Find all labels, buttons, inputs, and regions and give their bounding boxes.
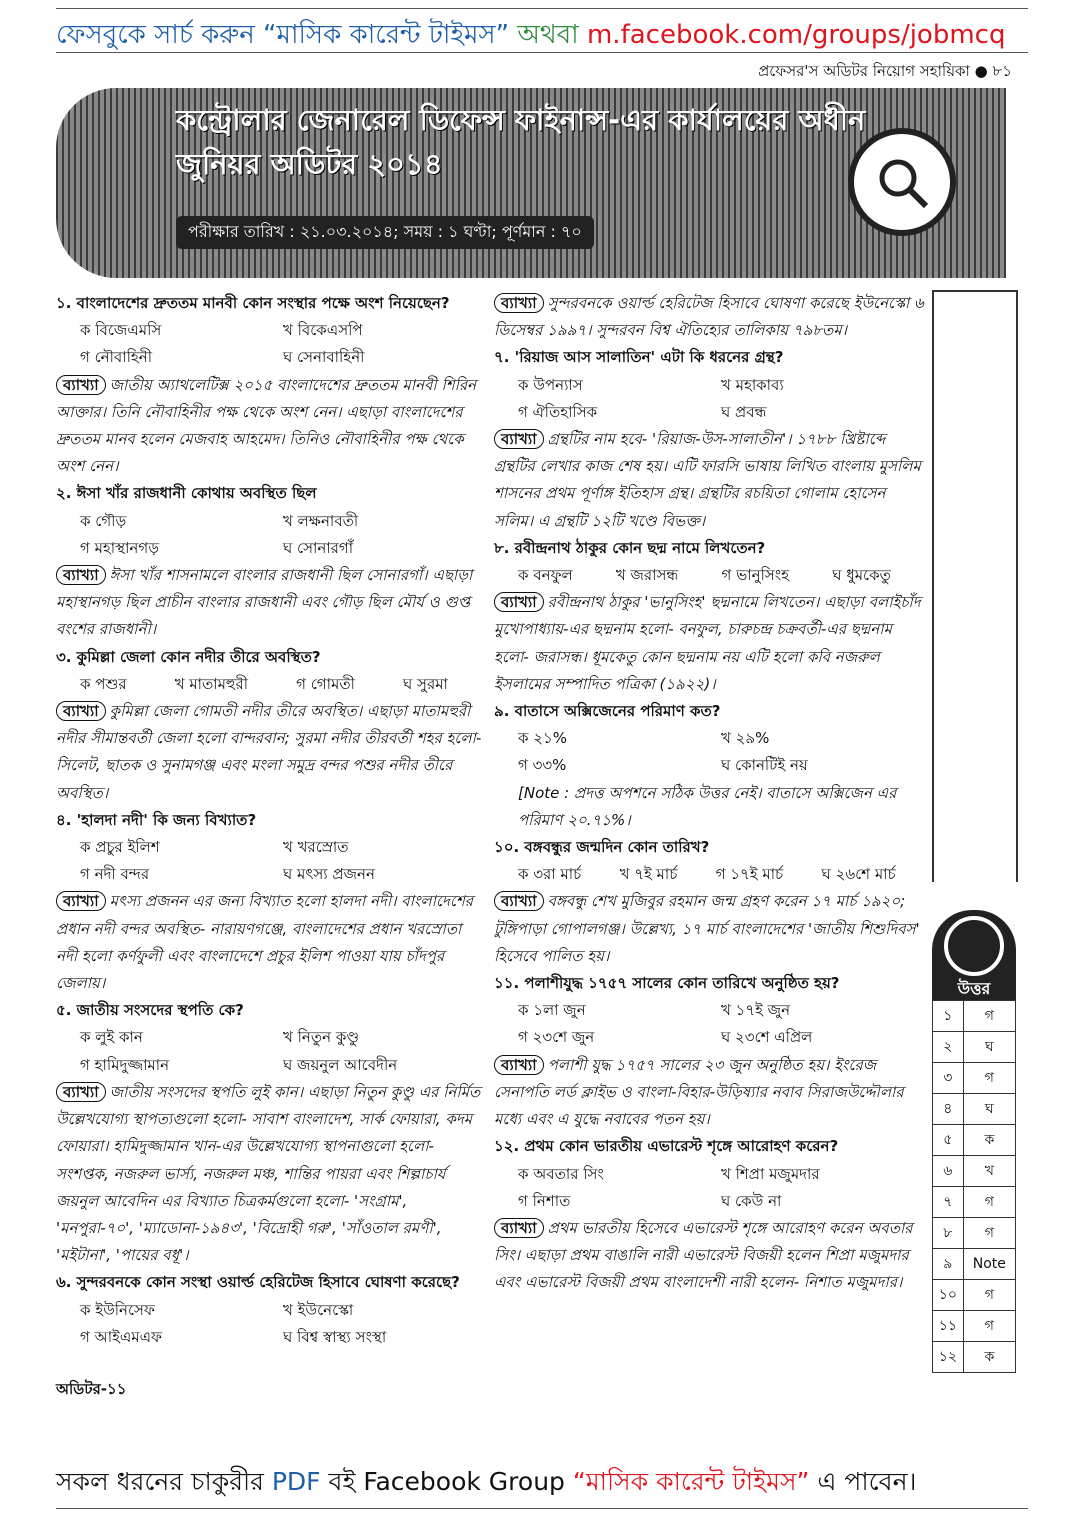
options-7 — [494, 372, 924, 426]
promo-footer — [56, 1462, 916, 1505]
question-10: ১০. বঙ্গবন্ধুর জন্মদিন কোন তারিখ? — [494, 838, 710, 857]
option: ঘ ধুমকেতু — [832, 566, 891, 585]
note-9: [Note : প্রদত্ত অপশনে সঠিক উত্তর নেই। বাতাসে অক্সিজেন এর পরিমাণ ২০.৭১%। — [518, 783, 897, 829]
option: গ ভানুসিংহ — [721, 566, 790, 585]
explanation-tag: ব্যাখ্যা — [494, 891, 544, 911]
option: গ নিশাত — [518, 1191, 571, 1210]
option: খ ১৭ই জুন — [721, 1001, 791, 1020]
explanation-tag: ব্যাখ্যা — [56, 701, 106, 721]
option: ঘ কোনটিই নয় — [721, 756, 808, 775]
question-12: ১২. প্রথম কোন ভারতীয় এভারেস্ট শৃঙ্গে আরোহণ করেন? — [494, 1137, 839, 1156]
promo-or-text: অথবা — [517, 20, 579, 50]
option: ক বনফুল — [518, 566, 573, 585]
running-head: প্রফেসর'স অডিটর নিয়োগ সহায়িকা ● ৮১ — [758, 62, 1012, 80]
explanation-4: ব্যাখ্যা মৎস্য প্রজনন এর জন্য বিখ্যাত হলো হালদা নদী। বাংলাদেশের প্রধান নদী বন্দর অবস্থিত- নারায়ণগঞ্জে, বাংলাদেশের প্রধান খরস্রোতা নদী হলো কর্ণফুলী এবং বাংলাদেশে প্রচুর ইলিশ পাওয়া যায় চাঁদপুর জেলায়। — [56, 892, 474, 993]
explanation-12: ব্যাখ্যা প্রথম ভারতীয় হিসেবে এভারেস্ট শৃঙ্গে আরোহণ করেন অবতার সিং। এছাড়া প্রথম বাঙালি নারী এভারেস্ট বিজয়ী হলেন শিপ্রা মজুমদার এবং এভারেস্ট বিজয়ী প্রথম বাংলাদেশী নারী হলেন- নিশাত মজুমদার। — [494, 1218, 913, 1292]
explanation-tag: ব্যাখ্যা — [56, 891, 106, 911]
options-8 — [494, 562, 924, 589]
option: গ ৩৩% — [518, 756, 567, 775]
answer-title: উত্তর — [957, 979, 991, 998]
option: খ খরস্রোত — [283, 838, 349, 857]
options-2 — [56, 508, 486, 562]
promo-search-text: ফেসবুকে সার্চ করুন — [56, 20, 255, 50]
option: খ মহাকাব্য — [721, 375, 784, 394]
explanation-tag: ব্যাখ্যা — [494, 293, 544, 313]
option: খ শিপ্রা মজুমদার — [721, 1164, 820, 1183]
options-6 — [56, 1297, 486, 1351]
footer-text-3: এ পাবেন। — [817, 1467, 917, 1496]
options-12 — [494, 1161, 924, 1215]
options-5 — [56, 1024, 486, 1078]
footer-group-name: “মাসিক কারেন্ট টাইমস” — [572, 1467, 810, 1496]
option: ক ৩রা মার্চ — [518, 865, 582, 884]
option: ক ২১% — [518, 729, 568, 748]
answer-table — [932, 1000, 1016, 1373]
explanation-7: ব্যাখ্যা গ্রন্থটির নাম হবে- 'রিয়াজ-উস-সালাতীন'। ১৭৮৮ খ্রিষ্টাব্দে গ্রন্থটির লেখার কাজ শেষ হয়। এটি ফারসি ভাষায় লিখিত বাংলায় মুসলিম শাসনের প্রথম পূর্ণাঙ্গ ইতিহাস গ্রন্থ। গ্রন্থটির রচয়িতা গোলাম হোসেন সলিম। এ গ্রন্থটি ১২টি খণ্ডে বিভক্ত। — [494, 430, 921, 530]
explanation-10: ব্যাখ্যা বঙ্গবন্ধু শেখ মুজিবুর রহমান জন্ম গ্রহণ করেন ১৭ মার্চ ১৯২০; টুঙ্গিপাড়া গোপালগঞ্জ। উল্লেখ্য, ১৭ মার্চ বাংলাদেশের 'জাতীয় শিশুদিবস' হিসেবে পালিত হয়। — [494, 892, 920, 965]
explanation-5: ব্যাখ্যা জাতীয় সংসদের স্থপতি লুই কান। এছাড়া নিতুন কুণ্ডু এর নির্মিত উল্লেখযোগ্য স্থাপত্যগুলো হলো- সাবাশ বাংলাদেশ, সার্ক ফোয়ারা, কদম ফোয়ারা। হামিদুজ্জামান খান-এর উল্লেখযোগ্য স্থাপনাগুলো হলো- সংশপ্তক, নজরুল ভার্স্য, নজরুল মঞ্চ, শান্তির পায়রা এবং শিল্পাচার্য জয়নুল আবেদিন এর বিখ্যাত চিত্রকর্মগুলো হলো- 'সংগ্রাম', 'মনপুরা-৭০', 'ম্যাডোনা-১৯৪৩', 'বিদ্রোহী গরু', 'সাঁওতাল রমণী', 'মইটানা', 'পায়ের বধূ'। — [56, 1082, 481, 1265]
option: খ বিকেএসপি — [283, 321, 363, 340]
table-row: ৮ গ — [933, 1218, 1016, 1249]
option: গ নদী বন্দর — [80, 865, 150, 884]
explanation-tag: ব্যাখ্যা — [56, 1082, 106, 1102]
table-row: ১ গ — [933, 1001, 1016, 1032]
table-row: ৭ গ — [933, 1187, 1016, 1218]
option: গ নৌবাহিনী — [80, 348, 153, 367]
option: খ লক্ষনাবতী — [283, 511, 359, 530]
option: ঘ জয়নুল আবেদীন — [283, 1055, 398, 1074]
question-3: ৩. কুমিল্লা জেলা কোন নদীর তীরে অবস্থিত? — [56, 647, 321, 666]
option: ক বিজেএমসি — [80, 321, 162, 340]
option: খ ইউনেস্কো — [283, 1300, 354, 1319]
question-4: ৪. 'হালদা নদী' কি জন্য বিখ্যাত? — [56, 810, 257, 829]
bottom-rule — [56, 1508, 1028, 1509]
table-row: ১১ গ — [933, 1311, 1016, 1342]
table-row: ৯ Note — [933, 1249, 1016, 1280]
explanation-tag: ব্যাখ্যা — [56, 565, 106, 585]
explanation-3: ব্যাখ্যা কুমিল্লা জেলা গোমতী নদীর তীরে অবস্থিত। এছাড়া মাতামহুরী নদীর সীমান্তবর্তী জেলা হলো বান্দরবান; সুরমা নদীর তীরবর্তী শহর হলো- সিলেট, ছাতক ও সুনামগঞ্জ এবং মংলা সমুদ্র বন্দর পশুর নদীর তীরে অবস্থিত। — [56, 702, 482, 802]
exam-info: পরীক্ষার তারিখ : ২১.০৩.২০১৪; সময় : ১ ঘণ্টা; পূর্ণমান : ৭০ — [176, 216, 594, 249]
promo-url-link[interactable]: m.facebook.com/groups/jobmcq — [586, 20, 1006, 50]
option: গ ঐতিহাসিক — [518, 402, 598, 421]
explanation-11: ব্যাখ্যা পলাশী যুদ্ধ ১৭৫৭ সালের ২৩ জুন অনুষ্ঠিত হয়। ইংরেজ সেনাপতি লর্ড ক্লাইভ ও বাংলা-বিহার-উড়িষ্যার নবাব সিরাজউদ্দৌলার মধ্যে এবং এ যুদ্ধে নবাবের পতন হয়। — [494, 1055, 904, 1129]
promo-group-name: “মাসিক কারেন্ট টাইমস” — [263, 20, 510, 50]
option: খ নিতুন কুণ্ডু — [283, 1028, 360, 1047]
page-footer-label: অডিটর-১১ — [56, 1380, 127, 1398]
top-rule — [56, 8, 1028, 9]
table-row: ৬ খ — [933, 1156, 1016, 1187]
option: ক পশুর — [80, 674, 127, 693]
explanation-tag: ব্যাখ্যা — [56, 375, 106, 395]
header-rule — [56, 52, 1028, 53]
option: গ আইএমএফ — [80, 1327, 163, 1346]
option: ঘ সেনাবাহিনী — [283, 348, 365, 367]
table-row: ৫ ক — [933, 1125, 1016, 1156]
explanation-6: ব্যাখ্যা সুন্দরবনকে ওয়ার্ল্ড হেরিটেজ হিসাবে ঘোষণা করেছে ইউনেস্কো ৬ ডিসেম্বর ১৯৯৭। সুন্দরবন বিশ্ব ঐতিহ্যের তালিকায় ৭৯৮তম। — [494, 294, 924, 340]
left-column — [56, 290, 486, 1351]
option: গ হামিদুজ্জামান — [80, 1055, 170, 1074]
question-5: ৫. জাতীয় সংসদের স্থপতি কে? — [56, 1001, 244, 1020]
explanation-tag: ব্যাখ্যা — [494, 1218, 544, 1238]
answer-header — [932, 910, 1016, 1000]
option: খ জরাসন্ধ — [615, 566, 679, 585]
option: ক উপন্যাস — [518, 375, 583, 394]
option: গ মহাস্থানগড় — [80, 538, 159, 557]
question-11: ১১. পলাশীযুদ্ধ ১৭৫৭ সালের কোন তারিখে অনুষ্ঠিত হয়? — [494, 974, 840, 993]
answer-frame — [932, 290, 1018, 882]
option: খ ২৯% — [721, 729, 770, 748]
right-column — [494, 290, 924, 1297]
option: ঘ প্রবন্ধ — [721, 402, 767, 421]
question-2: ২. ঈসা খাঁর রাজধানী কোথায় অবস্থিত ছিল — [56, 484, 317, 503]
scanned-page — [44, 58, 1020, 1408]
question-7: ৭. 'রিয়াজ আস সালাতিন' এটা কি ধরনের গ্রন্থ? — [494, 348, 784, 367]
question-1: ১. বাংলাদেশের দ্রুততম মানবী কোন সংস্থার পক্ষে অংশ নিয়েছেন? — [56, 294, 450, 312]
option: খ ৭ই মার্চ — [619, 865, 678, 884]
explanation-2: ব্যাখ্যা ঈসা খাঁর শাসনামলে বাংলার রাজধানী ছিল সোনারগাঁ। এছাড়া মহাস্থানগড় ছিল প্রাচীন বাংলার রাজধানী এবং গৌড় ছিল মৌর্য ও গুপ্ত বংশের রাজধানী। — [56, 566, 473, 639]
options-4 — [56, 834, 486, 888]
option: গ ১৭ই মার্চ — [715, 865, 784, 884]
explanation-8: ব্যাখ্যা রবীন্দ্রনাথ ঠাকুর 'ভানুসিংহ' ছদ্মনামে লিখতেন। এছাড়া বলাইচাঁদ মুখোপাধ্যায়-এর ছদ্মনাম হলো- বনফুল, চারুচন্দ্র চক্রবর্তী-এর ছদ্মনাম হলো- জরাসন্ধ। ধূমকেতু কোন ছদ্মনাম নয় এটি হলো কবি নজরুল ইসলামের সম্পাদিত পত্রিকা (১৯২২)। — [494, 593, 921, 693]
options-3 — [56, 671, 486, 698]
option: ক লুই কান — [80, 1028, 143, 1047]
question-9: ৯. বাতাসে অক্সিজেনের পরিমাণ কত? — [494, 702, 721, 721]
option: ক প্রচুর ইলিশ — [80, 838, 160, 857]
table-row: ২ ঘ — [933, 1032, 1016, 1063]
options-11 — [494, 997, 924, 1051]
option: ক গৌড় — [80, 511, 127, 530]
option: গ গোমতী — [296, 674, 355, 693]
option: ঘ ২৩শে এপ্রিল — [721, 1028, 813, 1047]
option: ঘ কেউ না — [721, 1191, 782, 1210]
footer-text-1: সকল ধরনের চাকুরীর — [56, 1467, 264, 1496]
question-8: ৮. রবীন্দ্রনাথ ঠাকুর কোন ছদ্ম নামে লিখতেন? — [494, 538, 766, 557]
table-row: ১২ ক — [933, 1342, 1016, 1373]
options-1 — [56, 317, 486, 371]
explanation-tag: ব্যাখ্যা — [494, 429, 544, 449]
footer-pdf: PDF — [271, 1467, 321, 1496]
exam-title: কন্ট্রোলার জেনারেল ডিফেন্স ফাইনান্স-এর কার্যালয়ের অধীন জুনিয়র অডিটর ২০১৪ — [176, 103, 866, 181]
option: ঘ সোনারগাঁ — [283, 538, 354, 557]
option: ক ১লা জুন — [518, 1001, 586, 1020]
magnifier-logo-icon — [848, 128, 956, 236]
option: ঘ সুরমা — [403, 674, 448, 693]
explanation-1: ব্যাখ্যা জাতীয় অ্যাথলেটিক্স ২০১৫ বাংলাদেশের দ্রুততম মানবী শিরিন আক্তার। তিনি নৌবাহিনীর পক্ষ থেকে অংশ নেন। এছাড়া বাংলাদেশের দ্রুততম মানব হলেন মেজবাহ আহমেদ। তিনিও নৌবাহিনীর পক্ষ থেকে অংশ নেন। — [56, 375, 477, 476]
option: ঘ বিশ্ব স্বাস্থ্য সংস্থা — [283, 1327, 387, 1346]
option: ঘ ২৬শে মার্চ — [821, 865, 896, 884]
exam-banner — [56, 88, 1006, 278]
explanation-tag: ব্যাখ্যা — [494, 1055, 544, 1075]
table-row: ৩ গ — [933, 1063, 1016, 1094]
magnifier-icon — [944, 916, 1004, 976]
option: ক ইউনিসেফ — [80, 1300, 155, 1319]
option: গ ২৩শে জুন — [518, 1028, 595, 1047]
options-9 — [494, 725, 924, 779]
option: ঘ মৎস্য প্রজনন — [283, 865, 375, 884]
table-row: ৪ ঘ — [933, 1094, 1016, 1125]
options-10 — [494, 861, 924, 888]
option: খ মাতামহুরী — [174, 674, 249, 693]
option: ক অবতার সিং — [518, 1164, 604, 1183]
table-row: ১০ গ — [933, 1280, 1016, 1311]
explanation-tag: ব্যাখ্যা — [494, 592, 544, 612]
question-6: ৬. সুন্দরবনকে কোন সংস্থা ওয়ার্ল্ড হেরিটেজ হিসাবে ঘোষণা করেছে? — [56, 1273, 460, 1292]
footer-text-2: বই Facebook Group — [328, 1467, 565, 1496]
